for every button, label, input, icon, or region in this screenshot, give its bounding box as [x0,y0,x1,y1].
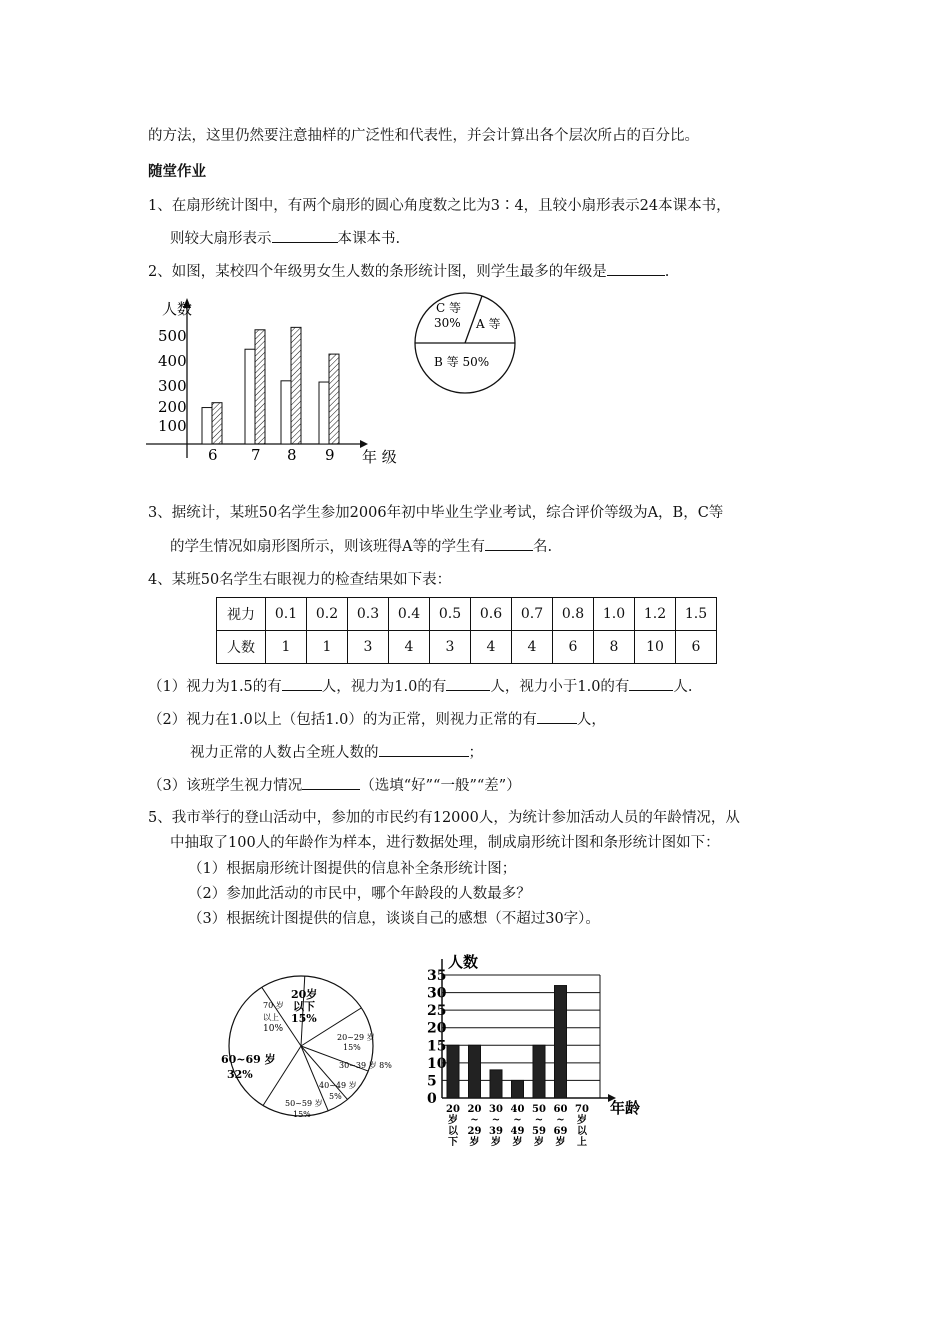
q4-part1-text-b: 人，视力为1.0的有 [321,679,447,695]
q3-line1: 3、据统计，某班50名学生参加2006年初中毕业生学业考试，综合评价等级为A，B，C等 [148,505,724,521]
x-tick-label: ~ [556,1115,565,1126]
x-axis-label: 年 级 [362,448,397,466]
q4-part1 [148,676,693,697]
x-tick-label: 以 [448,1126,458,1137]
y-tick-label: 100 [158,417,187,435]
intro-text: 的方法，这里仍然要注意抽样的广泛性和代表性，并会计算出各个层次所占的百分比。 [148,128,699,144]
bar [469,1045,481,1098]
vision-table-cell: 6 [553,631,594,664]
y-tick-label: 25 [427,1003,447,1020]
vision-table-cell: 1 [266,631,307,664]
vision-table-cell: 4 [471,631,512,664]
pie-slice-label: 32% [227,1068,253,1081]
vision-table-cell: 人数 [217,631,266,664]
q2-line: 2、如图，某校四个年级男女生人数的条形统计图，则学生最多的年级是 . [148,261,669,282]
y-tick-label: 35 [427,968,447,984]
x-tick-label: 70 [575,1104,589,1115]
q4-part2-text-d: ； [468,745,483,761]
x-tick-label: 20 [446,1104,460,1115]
slice-b-label: B 等 50% [434,355,490,369]
q3-text-post: 名. [532,539,553,555]
x-tick-label: 60 [553,1104,568,1115]
pie-slice-label: 40~49 岁 [319,1081,357,1090]
x-tick-label: 39 [489,1126,503,1137]
pie-slice-label: 60~69 岁 [221,1053,276,1066]
y-tick-label: 400 [158,352,187,370]
section-heading: 随堂作业 [148,164,206,180]
x-tick-label: 以 [577,1126,587,1137]
grade-bar-chart [140,290,420,470]
q5-line2: 中抽取了100人的年龄作为样本，进行数据处理，制成扇形统计图和条形统计图如下： [170,835,720,851]
q4-part2-text-c: 视力正常的人数占全班人数的 [190,745,379,761]
pie-slice-label: 50~59 岁 [285,1099,323,1108]
grade-level-pie-chart [410,288,520,398]
vision-table-cell: 0.1 [266,598,307,631]
q4-part3 [148,775,521,796]
q4-part1-blank-1[interactable] [282,676,322,691]
x-tick-label: 7 [251,446,261,464]
bar [245,349,255,444]
x-tick-label: ~ [491,1115,501,1126]
vision-table-cell: 1 [307,631,348,664]
q4-part1-text-c: 人，视力小于1.0的有 [490,679,630,695]
pie-slice-label: 70 岁 [263,1001,284,1010]
x-tick-label: 50 [532,1104,546,1115]
age-bar-chart [410,945,650,1150]
vision-table-cell: 8 [594,631,635,664]
q3-line2 [170,536,552,557]
y-tick-label: 30 [427,985,447,1002]
bar [555,986,567,1098]
q4-part1-text-d: 人. [673,679,693,695]
q4-part2-line2 [190,742,483,763]
bar [281,381,291,444]
x-tick-label: 40 [510,1104,525,1115]
q1-text-pre: 则较大扇形表示 [170,231,272,247]
bar [319,382,329,444]
vision-table-cell: 1.5 [676,598,717,631]
slice-c-label: C 等 [436,301,461,315]
q5-part2: （2）参加此活动的市民中，哪个年龄段的人数最多？ [188,886,531,902]
x-tick-label: 69 [553,1126,568,1137]
y-tick-label: 20 [427,1020,447,1037]
y-tick-label: 500 [158,327,187,345]
age-pie-chart [215,968,392,1128]
q4-part3-text-b: （选填“好”“一般”“差”） [360,778,521,794]
vision-table-cell: 1.0 [594,598,635,631]
q5-line1: 5、我市举行的登山活动中，参加的市民约有12000人，为统计参加活动人员的年龄情况，从 [148,810,740,826]
vision-table-cell: 0.5 [430,598,471,631]
bar [202,408,212,444]
x-tick-label: 上 [577,1137,587,1148]
y-axis-label: 人数 [448,953,479,971]
q4-line: 4、某班50名学生右眼视力的检查结果如下表： [148,572,452,588]
slice-a-label: A 等 [476,317,501,331]
q4-part2 [148,709,606,730]
bar [533,1045,545,1098]
pie-slice-label: 10% [263,1024,284,1034]
q4-part1-text-a: （1）视力为1.5的有 [148,679,282,695]
y-tick-label: 0 [427,1091,437,1107]
x-tick-label: 20 [467,1104,482,1115]
q4-part2-text-b: 人， [576,712,606,728]
pie-slice-label: 15% [293,1110,311,1119]
vision-table-cell: 3 [430,631,471,664]
x-tick-label: 岁 [577,1115,587,1126]
x-tick-label: 岁 [448,1115,458,1126]
x-tick-label: 29 [467,1126,482,1137]
bar [212,403,222,444]
bar [512,1080,524,1098]
q2-answer-blank[interactable] [607,261,665,276]
pie-slice-label: 以上 [263,1013,279,1022]
y-tick-label: 10 [427,1055,447,1072]
pie-slice-label: 20~29 岁 [337,1033,375,1042]
q5-part3: （3）根据统计图提供的信息，谈谈自己的感想（不超过30字）。 [188,911,600,927]
pie-slice-label: 20岁 [291,988,318,1001]
q4-part3-blank[interactable] [302,775,360,790]
q1-line1: 1、在扇形统计图中，有两个扇形的圆心角度数之比为3∶4，且较小扇形表示24本课本书， [148,198,731,214]
x-tick-label: 下 [448,1137,458,1148]
vision-table-cell: 10 [635,631,676,664]
q4-part1-blank-3[interactable] [629,676,673,691]
x-tick-label: ~ [534,1115,544,1126]
slice-c-pct: 30% [434,316,461,330]
bar [329,354,339,444]
y-axis-label: 人数 [162,300,193,318]
x-tick-label: 岁 [512,1137,523,1148]
q1-answer-blank[interactable] [272,228,338,243]
x-tick-label: 岁 [469,1137,480,1148]
q4-part2-blank-2[interactable] [379,742,469,757]
vision-table-cell: 0.2 [307,598,348,631]
vision-table-count-row [217,631,717,664]
vision-table [216,597,717,664]
vision-table-cell: 视力 [217,598,266,631]
x-tick-label: 9 [325,446,335,464]
vision-table-cell: 0.8 [553,598,594,631]
q4-part1-blank-2[interactable] [446,676,490,691]
vision-table-cell: 3 [348,631,389,664]
pie-slice-label: 以下 [293,1000,315,1013]
bar [255,330,265,444]
x-tick-label: ~ [513,1115,522,1126]
vision-table-cell: 1.2 [635,598,676,631]
vision-table-header-row [217,598,717,631]
x-tick-label: 8 [287,446,297,464]
vision-table-cell: 0.4 [389,598,430,631]
x-axis-arrow [360,440,368,448]
vision-table-cell: 0.6 [471,598,512,631]
vision-table-cell: 0.7 [512,598,553,631]
x-tick-label: 30 [489,1104,503,1115]
q2-text: 2、如图，某校四个年级男女生人数的条形统计图，则学生最多的年级是 [148,264,607,280]
bar [291,327,301,444]
pie-slice-label: 15% [291,1012,317,1025]
vision-table-cell: 0.3 [348,598,389,631]
q5-part1: （1）根据扇形统计图提供的信息补全条形统计图； [188,861,517,877]
x-tick-label: 59 [532,1126,546,1137]
y-tick-label: 5 [427,1073,437,1090]
pie-slice-label: 15% [343,1043,361,1052]
vision-table-cell: 6 [676,631,717,664]
q4-part3-text-a: （3）该班学生视力情况 [148,778,303,794]
y-tick-label: 15 [427,1038,447,1055]
bar [447,1045,459,1098]
q4-part2-text-a: （2）视力在1.0以上（包括1.0）的为正常，则视力正常的有 [148,712,537,728]
q3-text-pre: 的学生情况如扇形图所示，则该班得A等的学生有 [170,539,485,555]
x-axis-label: 年龄 [610,1099,641,1117]
vision-table-cell: 4 [389,631,430,664]
x-tick-label: 49 [510,1126,525,1137]
y-tick-label: 300 [158,377,187,395]
x-tick-label: 岁 [534,1137,544,1148]
q1-text-post: 本课本书. [337,231,401,247]
bar [490,1070,502,1098]
x-tick-label: ~ [470,1115,479,1126]
q3-answer-blank[interactable] [485,536,533,551]
q1-line2 [170,228,400,249]
pie-slice-label: 5% [329,1092,342,1101]
x-tick-label: 6 [208,446,218,464]
q4-part2-blank-1[interactable] [537,709,577,724]
vision-table-cell: 4 [512,631,553,664]
x-tick-label: 岁 [555,1137,566,1148]
pie-slice-label: 30~39 岁 8% [339,1061,392,1070]
x-tick-label: 岁 [491,1137,501,1148]
y-tick-label: 200 [158,398,187,416]
